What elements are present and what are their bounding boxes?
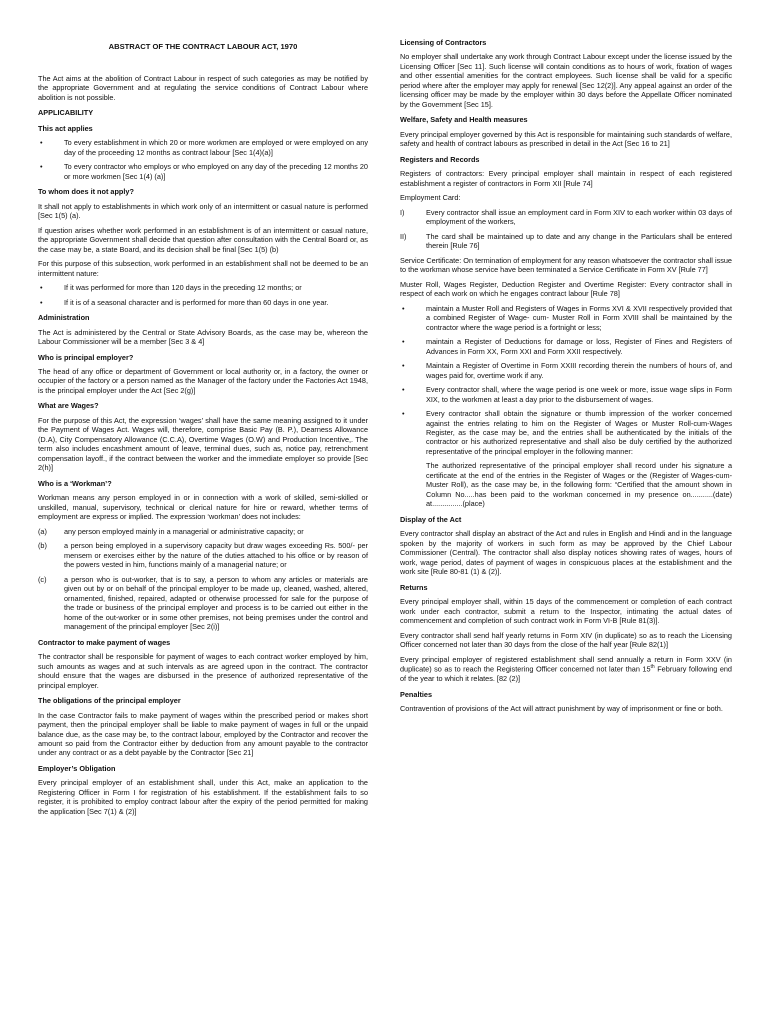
left-column: [38, 38, 368, 821]
paragraph: Contravention of provisions of the Act will attract punishment by way of imprisonment or fine or both.: [400, 704, 723, 714]
bullet-icon: •: [402, 337, 405, 347]
contractor-payment-heading: Contractor to make payment of wages: [38, 637, 171, 647]
list-item: • If it is of a seasonal character and is performed for more than 60 days in one year.: [40, 297, 329, 307]
paragraph: Muster Roll, Wages Register, Deduction Register and Overtime Register: Every contractor shall in respect of each work on which he engages contract labour [Rule 78]: [400, 279, 732, 299]
not-apply-heading: To whom does it not apply?: [38, 187, 134, 197]
employment-card-list: [400, 208, 732, 251]
licensing-heading: Licensing of Contractors: [400, 38, 487, 47]
bullet-icon: •: [40, 138, 43, 148]
list-item: • maintain a Register of Deductions for damage or loss, Register of Fines and Registers of Advances in Form XX, Form XXI and Form XXII respectively.: [402, 337, 732, 356]
list-item: • If it was performed for more than 120 days in the preceding 12 months; or: [40, 283, 302, 293]
applicability-heading: APPLICABILITY: [38, 108, 94, 118]
bullet-icon: •: [402, 303, 405, 313]
workman-heading: Who is a ‘Workman’?: [38, 478, 112, 488]
list-item: • Every contractor shall obtain the signature or thumb impression of the worker concerned against the entries relating to him on the Register of Wages or Muster Roll-cum-Wages Register, as the case may be, and the entries shall be authenticated by the initials of the contractor or his authorized representative and shall also be duly certified by the authorized representative of the principal employer in the following manner:: [402, 409, 732, 456]
list-item: (c) a person who is out-worker, that is to say, a person to whom any articles or materials are given out by or on behalf of the principal employer to be made up, cleaned, washed, altered, ornamented, finished, repaired, adapted or otherwise processed for sale for the purpose of the trade or business of the principal employer and process is to be carried out either in the home of the out-worker or in some other premises, not being premises under the control and management of the principal employer [Sec 2(i)]: [38, 574, 368, 632]
paragraph: Every contractor shall display an abstract of the Act and rules in English and Hindi and in the language spoken by the majority of workers in such form as may be approved by the Chief Labour Commissioner (Central). The contractor shall also display notices showing rates of wages, hours of work, wage period, dates of payment of wages in conspicuous places at the establishment and the work site [Rule 80-81 (1) & (2)].: [400, 529, 732, 577]
paragraph: Every principal employer shall, within 15 days of the commencement or completion of each contract work under each contractor, submit a return to the Inspector, intimating the actual dates of commencement and completion of such contract work in Form VI-B [Rule 81(3)].: [400, 597, 732, 626]
paragraph: No employer shall undertake any work through Contract Labour except under the license issued by the Licensing Officer [Sec 11]. Such license will contain conditions as to hours of work, fixation of wages and other essential amenities for the contract employees. Such license shall be valid for a specific period where after the employer may apply for renewal [Sec 12(2)]. Any appeal against an order of the licensing officer may be made by the employer within 30 days before the Appellate Officer nominated by the Government [Sec 15].: [400, 52, 732, 109]
returns-heading: Returns: [400, 582, 428, 592]
paragraph: Every principal employer of an establishment shall, under this Act, make an application to the Registering Officer in Form I for registration of his establishment. If the establishment fails to so register, it is prohibited to employ contract labour after the expiry of the period permitted for making the application [Sec 7(1) & (2)]: [38, 778, 368, 816]
list-item: • Maintain a Register of Overtime in Form XXIII recording therein the numbers of hours of, and wages paid for, overtime work if any.: [402, 361, 732, 380]
principal-employer-heading: Who is principal employer?: [38, 352, 134, 362]
list-item: (a) any person employed mainly in a managerial or administrative capacity; or: [38, 526, 304, 536]
list-item: • To every establishment in which 20 or more workmen are employed or were employed on any day of the proceeding 12 months as contract labour [Sec 1(4)(a)]: [40, 138, 368, 157]
paragraph: Every principal employer governed by this Act is responsible for maintaining such standards of welfare, safety and health of contract labours as prescribed in detail in the Act [Sec 16 to 21]: [400, 129, 732, 149]
paragraph: For the purpose of this Act, the expression ‘wages’ shall have the same meaning assigned to it under the Payment of Wages Act. Wages will, therefore, comprise Basic Pay (B. P.), Dearness Allowance (D.A), City Compensatory Allowance (C.C.A), Overtime Wages (O.W) and Production Incentive,. The term also includes encashment amount of leave, terminal dues, such as, notice pay, retrenchment compensation layoff., if the contract between the worker and the immediate employer so provide [Sec 2(h)]: [38, 415, 368, 473]
paragraph: It shall not apply to establishments in which work only of an intermittent or casual nature is performed [Sec 1(5) (a).: [38, 201, 368, 221]
paragraph: In the case Contractor fails to make payment of wages within the prescribed period or makes short payment, then the principal employer shall be liable to make payment of wages in full or the unpaid balance due, as the case may be, to the contract labour, employed by the Contractor and recover the amount so paid from the Contractor either by deduction from any amount payable to the contractor under any contract or as a debt payable by the Contractor [Sec 21]: [38, 710, 368, 758]
list-item: • To every contractor who employs or who employed on any day of the preceding 12 months 20 or more workmen [Sec 1(4) (a)]: [40, 162, 368, 181]
registers-heading: Registers and Records: [400, 154, 480, 164]
paragraph: The head of any office or department of Government or local authority or, in a factory, the owner or occupier of the factory or a person named as the Manager of the factory under the Factories Act 1948, is the principal employer under the Act [Sec 2(g)]: [38, 367, 368, 395]
list-item: I) Every contractor shall issue an employment card in Form XIV to each worker within 03 days of employment of the workers,: [400, 207, 732, 227]
paragraph: If question arises whether work performed in an establishment is of an intermittent or casual nature, the appropriate Government shall decide that question after consultation with the Central Board or, as the case may be, a state Board, and its decision shall be final [Sec 1(5) (b): [38, 225, 368, 254]
penalties-heading: Penalties: [400, 689, 433, 699]
list-item: II) The card shall be maintained up to date and any change in the Particulars shall be entered therein [Rule 76]: [400, 231, 732, 251]
paragraph: Every principal employer of registered establishment shall send annually a return in Form XXV (in duplicate) so as to reach the Registering Officer concerned not later than 15th February following end of the year to which it relates. [82 (2)]: [400, 654, 732, 684]
intro-paragraph: The Act aims at the abolition of Contract Labour in respect of such categories as may be notified by the appropriate Government and at regulating the service conditions of Contract Labour where abolition is not possible.: [38, 73, 368, 102]
bullet-icon: •: [40, 162, 43, 172]
paragraph: Every contractor shall send half yearly returns in Form XIV (in duplicate) so as to reach the Licensing Officer concerned not later than 30 days from the close of the half year [Rule 82(1)]: [400, 630, 732, 650]
administration-heading: Administration: [38, 313, 90, 323]
paragraph: The Act is administered by the Central or State Advisory Boards, as the case may be, whereon the Labour Commissioner will be a member [Sec 3 & 4]: [38, 327, 368, 347]
applies-heading: This act applies: [38, 123, 93, 133]
obligations-heading: The obligations of the principal employer: [38, 696, 181, 706]
paragraph: Service Certificate: On termination of employment for any reason whatsoever the contractor shall issue to the workman whose service have been terminated a Service Certificate in Form XV [Rule 77]: [400, 255, 732, 275]
applies-list: [38, 138, 368, 181]
employers-obligation-heading: Employer’s Obligation: [38, 763, 116, 773]
employment-card-label: Employment Card:: [400, 193, 461, 203]
bullet-icon: •: [402, 361, 405, 371]
not-apply-list: [38, 283, 368, 307]
bullet-icon: •: [40, 283, 43, 293]
paragraph: For this purpose of this subsection, work performed in an establishment shall not be deemed to be an intermittent nature:: [38, 259, 368, 278]
paragraph: Registers of contractors: Every principal employer shall maintain in respect of each registered establishment a register of contractors in Form XII [Rule 74]: [400, 169, 732, 188]
display-heading: Display of the Act: [400, 514, 462, 524]
list-item: • maintain a Muster Roll and Registers of Wages in Forms XVI & XVII respectively provided that a combined Register of Wage- cum- Muster Roll in Form XVIII shall be maintained by the contractor where the wage period is a fortnight or less;: [402, 303, 732, 332]
list-item: (b) a person being employed in a supervisory capacity but draw wages exceeding Rs. 500/- per mensem or exercises either by the nature of the duties attached to his office or by reason of the powers vested in him, functions mainly of a managerial nature; or: [38, 541, 368, 570]
paragraph: Workman means any person employed in or in connection with a work of skilled, semi-skilled or unskilled, manual, supervisory, technical or clerical nature for hire or reward, whether terms of employment are express or implied. The expression ‘workman’ does not includes:: [38, 493, 368, 522]
workman-exclusions-list: [38, 527, 368, 632]
registers-list: [400, 304, 732, 457]
list-item: • Every contractor shall, where the wage period is one week or more, issue wage slips in Form XIX, to the workmen at least a day prior to the disbursement of wages.: [402, 385, 732, 404]
document-title: ABSTRACT OF THE CONTRACT LABOUR ACT, 1970: [108, 42, 298, 51]
bullet-icon: •: [402, 385, 405, 395]
bullet-icon: •: [40, 297, 43, 307]
right-column: [400, 38, 732, 719]
paragraph: The contractor shall be responsible for payment of wages to each contract worker employed by him, such amounts as wages and at such intervals as are agreed upon in the contract. The contractor should ensure that the wages are disbursed in the presence of authorized representative of the principal employer.: [38, 652, 368, 690]
bullet-icon: •: [402, 409, 405, 419]
welfare-heading: Welfare, Safety and Health measures: [400, 115, 528, 125]
wages-heading: What are Wages?: [38, 401, 99, 411]
paragraph: The authorized representative of the principal employer shall record under his signature a certificate at the end of the entries in the Register of Wages or the (Register of Wages-cum-Muster Roll), as the case may be, in the following form: “Certified that the amount shown in Column No.....has been paid to the workman concerned in my presence on...........(date) at...............(place): [426, 461, 732, 509]
